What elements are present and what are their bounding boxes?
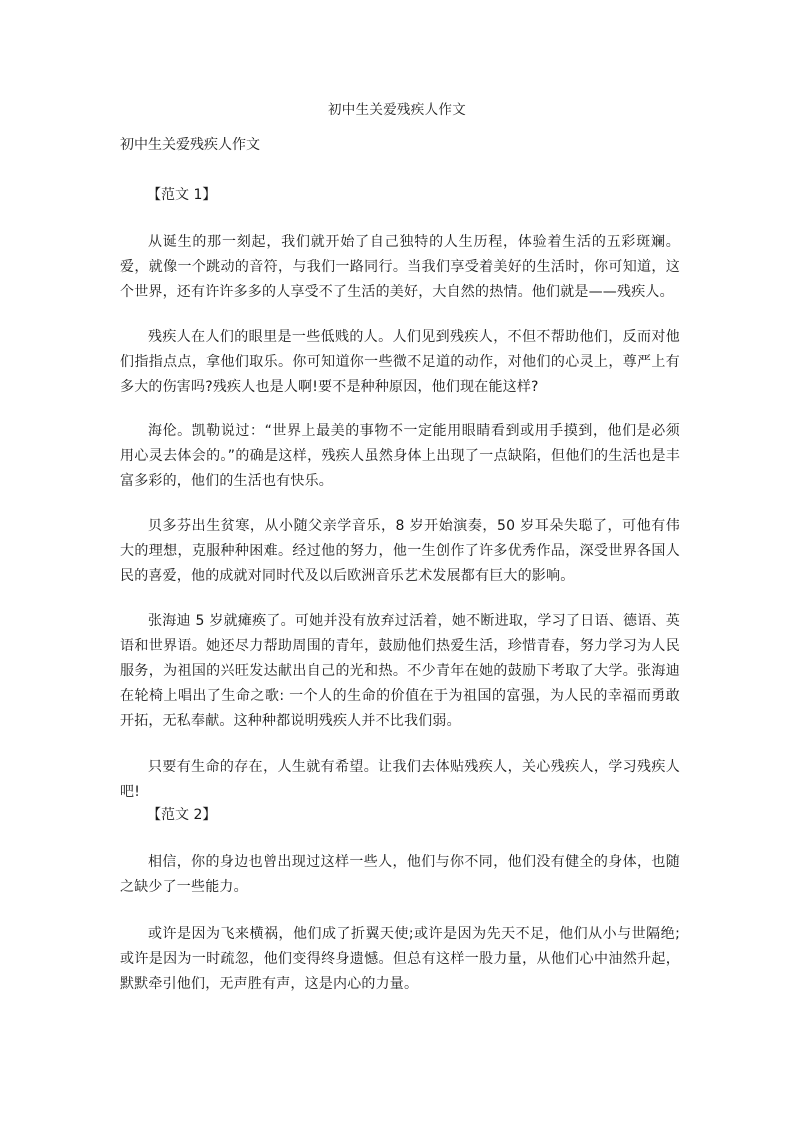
paragraph: 或许是因为飞来横祸，他们成了折翼天使;或许是因为先天不足，他们从小与世隔绝;或许是因为一时疏忽，他们变得终身遗憾。但总有这样一股力量，从他们心中油然升起，默默牵引他们，无声胜有声，这是内心的力量。 (120, 926, 680, 992)
page-title: 初中生关爱残疾人作文 (328, 102, 466, 118)
paragraph: 海伦。凯勒说过：“世界上最美的事物不一定能用眼睛看到或用手摸到，他们是必须用心灵去体会的。”的确是这样，残疾人虽然身体上出现了一点缺陷，但他们的生活也是丰富多彩的，他们的生活也有快乐。 (120, 423, 680, 489)
paragraph: 残疾人在人们的眼里是一些低贱的人。人们见到残疾人，不但不帮助他们，反而对他们指指点点，拿他们取乐。你可知道你一些微不足道的动作，对他们的心灵上，尊严上有多大的伤害吗?残疾人也是人啊!要不是种种原因，他们现在能这样? (120, 329, 680, 395)
paragraph: 只要有生命的存在，人生就有希望。让我们去体贴残疾人，关心残疾人，学习残疾人吧! (120, 759, 680, 800)
section-heading-1: 【范文 1】 (147, 187, 217, 203)
document-subtitle: 初中生关爱残疾人作文 (120, 137, 260, 153)
paragraph: 贝多芬出生贫寒，从小随父亲学音乐，8 岁开始演奏，50 岁耳朵失聪了，可他有伟大的理想，克服种种困难。经过他的努力，他一生创作了许多优秀作品，深受世界各国人民的喜爱，他的成就对同时代及以后欧洲音乐艺术发展都有巨大的影响。 (120, 518, 680, 584)
paragraph: 相信，你的身边也曾出现过这样一些人，他们与你不同，他们没有健全的身体，也随之缺少了一些能力。 (120, 854, 680, 895)
paragraph: 张海迪 5 岁就瘫痪了。可她并没有放弃过活着，她不断进取，学习了日语、德语、英语和世界语。她还尽力帮助周围的青年，鼓励他们热爱生活，珍惜青春，努力学习为人民服务，为祖国的兴旺发达献出自己的光和热。不少青年在她的鼓励下考取了大学。张海迪在轮椅上唱出了生命之歌: 一个人的生命的价值在于为祖国的富强，为人民的幸福而勇敢开拓，无私奉献。这种种都说明残疾人并不比我们弱。 (120, 613, 680, 729)
section-heading-2: 【范文 2】 (147, 807, 217, 823)
paragraph: 从诞生的那一刻起，我们就开始了自己独特的人生历程，体验着生活的五彩斑斓。爱，就像一个跳动的音符，与我们一路同行。当我们享受着美好的生活时，你可知道，这个世界，还有许许多多的人享受不了生活的美好，大自然的热情。他们就是——残疾人。 (120, 234, 680, 300)
